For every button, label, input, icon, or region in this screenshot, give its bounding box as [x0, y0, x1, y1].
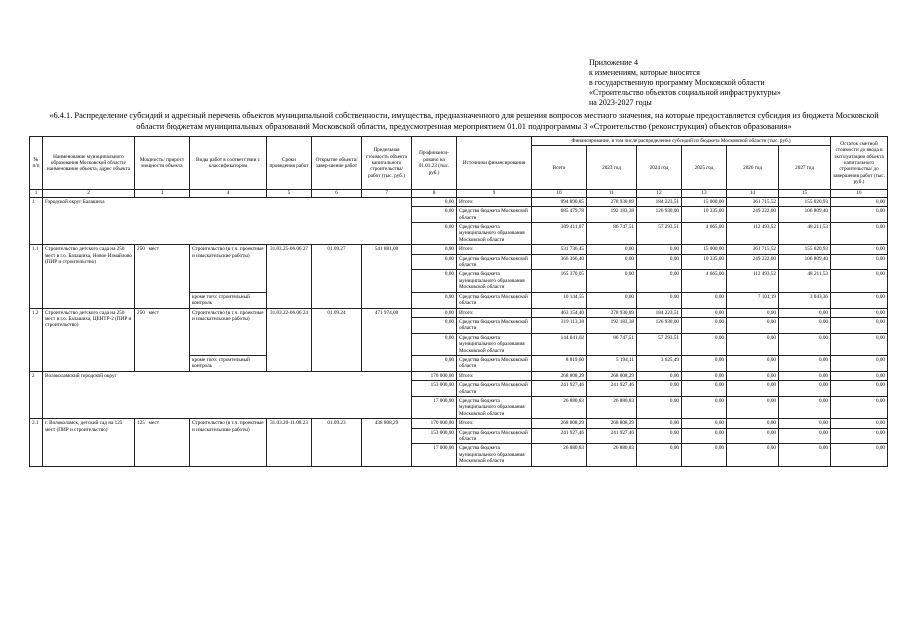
y2027-cell: 0,00 [779, 371, 831, 380]
y2027-cell: 0,00 [779, 428, 831, 444]
source-cell: Средства бюджета муниципального образования Московской области [457, 396, 532, 418]
y2027-cell: 0,00 [779, 355, 831, 371]
funded-cell: 0,00 [412, 292, 457, 308]
y2027-cell: 0,00 [779, 419, 831, 428]
source-cell: Средства бюджета Московской области [457, 254, 532, 270]
y2023-cell: 5 194,11 [587, 355, 637, 371]
y2026-cell: 0,00 [727, 428, 779, 444]
column-number: 8 [412, 190, 457, 197]
y2023-cell: 192 183,38 [587, 207, 637, 223]
column-number: 10 [532, 190, 587, 197]
header-financing: Финансирование, в том числе распределение субсидий из бюджета Московской области (тыс. руб.) [532, 137, 831, 146]
column-number: 3 [135, 190, 190, 197]
table-row [30, 419, 888, 428]
y2025-cell: 0,00 [682, 419, 727, 428]
total-cell: 144 041,02 [532, 333, 587, 355]
y2024-cell: 0,00 [637, 444, 682, 466]
y2027-cell: 48 211,53 [779, 223, 831, 245]
work-type: Строительство (в т.ч. проектные и изыскательские работы) [190, 419, 267, 466]
y2024-cell: 0,00 [637, 396, 682, 418]
y2024-cell: 0,00 [637, 254, 682, 270]
subsidy-table [29, 136, 888, 467]
y2027-cell: 0,00 [779, 396, 831, 418]
column-number: 1 [30, 190, 43, 197]
capacity-value: 250 [137, 309, 145, 316]
funded-cell: 0,00 [412, 270, 457, 292]
table-row [30, 371, 888, 380]
column-number: 4 [190, 190, 267, 197]
y2023-cell: 192 183,38 [587, 317, 637, 333]
work-type: Строительство (в т.ч. проектные и изыскательские работы) [190, 308, 267, 355]
cost-cell: 438 808,29 [362, 419, 412, 466]
y2023-cell: 26 880,83 [587, 396, 637, 418]
total-cell: 463 154,40 [532, 308, 587, 317]
y2025-cell: 10 335,00 [682, 254, 727, 270]
column-number: 7 [362, 190, 412, 197]
funded-cell: 0,00 [412, 223, 457, 245]
header-funded: Профинанси-ровано на 01.01.23 (тыс. руб.) [412, 137, 457, 190]
y2025-cell: 4 665,00 [682, 223, 727, 245]
remainder-cell: 0,00 [831, 308, 888, 317]
y2026-cell: 0,00 [727, 396, 779, 418]
source-cell: Средства бюджета муниципального образования Московской области [457, 270, 532, 292]
y2027-cell: 106 809,40 [779, 254, 831, 270]
y2024-cell: 57 293,51 [637, 223, 682, 245]
y2023-cell: 86 747,51 [587, 223, 637, 245]
funded-cell: 153 000,00 [412, 428, 457, 444]
work-type: Строительство (в т.ч. проектные и изыскательские работы) [190, 245, 267, 292]
funded-cell: 0,00 [412, 317, 457, 333]
source-cell: Итого: [457, 245, 532, 254]
y2026-cell: 249 222,00 [727, 254, 779, 270]
funded-cell: 170 000,00 [412, 419, 457, 428]
y2026-cell: 0,00 [727, 419, 779, 428]
y2025-cell: 0,00 [682, 396, 727, 418]
y2025-cell: 0,00 [682, 371, 727, 380]
y2025-cell: 0,00 [682, 381, 727, 397]
total-cell: 8 819,60 [532, 355, 587, 371]
capacity-cell [135, 419, 190, 466]
source-cell: Итого: [457, 371, 532, 380]
source-cell: Итого: [457, 308, 532, 317]
section-heading: «6.4.1. Распределение субсидий и адресный перечень объектов муниципальной собственности, имущества, предназначенного для решения вопросов местного значения, на которые предоставляется субсидия из бюджета Московской области бюджетам муниципальных образований Московской области, предусмотренная мероприятием 01.01 подпрограммы 3 «Строительство (реконструкция) объектов образования» [49, 111, 879, 131]
funded-cell: 17 000,00 [412, 444, 457, 466]
y2025-cell: 0,00 [682, 333, 727, 355]
remainder-cell: 0,00 [831, 270, 888, 292]
row-num: 1.2 [30, 308, 43, 371]
header-total: Всего [532, 146, 587, 190]
total-cell: 366 366,40 [532, 254, 587, 270]
cost-cell: 471 974,00 [362, 308, 412, 371]
y2023-cell: 86 747,51 [587, 333, 637, 355]
object-name: Строительство детского сада на 250 мест в г.о. Балашиха, ЦЕНТР-2 (ПИР и строительство) [43, 308, 135, 371]
capacity-unit: мест [148, 420, 159, 427]
column-number: 13 [682, 190, 727, 197]
column-number: 14 [727, 190, 779, 197]
y2024-cell: 126 930,00 [637, 317, 682, 333]
column-number: 15 [779, 190, 831, 197]
y2023-cell: 268 808,29 [587, 371, 637, 380]
column-number: 5 [267, 190, 312, 197]
capacity-value: 125 [137, 420, 145, 427]
y2027-cell: 0,00 [779, 308, 831, 317]
funded-cell: 0,00 [412, 245, 457, 254]
y2027-cell: 0,00 [779, 381, 831, 397]
column-number: 6 [312, 190, 362, 197]
opening-cell: 01.09.23 [312, 419, 362, 466]
remainder-cell: 0,00 [831, 371, 888, 380]
y2025-cell: 4 665,00 [682, 270, 727, 292]
y2025-cell: 0,00 [682, 444, 727, 466]
header-work: Виды работ в соответствии с классификатором [190, 137, 267, 190]
capacity-unit: мест [148, 309, 159, 316]
y2026-cell: 112 493,52 [727, 270, 779, 292]
remainder-cell: 0,00 [831, 207, 888, 223]
terms-cell: 31.03.25-06.06.27 [267, 245, 312, 308]
object-name: Строительство детского сада на 250 мест в г.о. Балашиха, Новое Измайлово (ПИР и строительство) [43, 245, 135, 308]
column-number-row [30, 190, 888, 197]
remainder-cell: 0,00 [831, 355, 888, 371]
total-cell: 241 927,46 [532, 381, 587, 397]
y2025-cell: 0,00 [682, 317, 727, 333]
table-row [30, 245, 888, 254]
y2025-cell: 0,00 [682, 308, 727, 317]
y2025-cell: 10 335,00 [682, 207, 727, 223]
municipality-name: Городской округ Балашиха [43, 197, 412, 244]
y2026-cell: 0,00 [727, 371, 779, 380]
remainder-cell: 0,00 [831, 333, 888, 355]
opening-cell: 01.09.24 [312, 308, 362, 371]
total-cell: 994 890,85 [532, 197, 587, 206]
terms-cell: 31.03.20-11.08.23 [267, 419, 312, 466]
y2026-cell: 0,00 [727, 355, 779, 371]
remainder-cell: 0,00 [831, 254, 888, 270]
funded-cell: 0,00 [412, 308, 457, 317]
y2025-cell: 0,00 [682, 355, 727, 371]
column-number: 9 [457, 190, 532, 197]
y2027-cell: 0,00 [779, 333, 831, 355]
remainder-cell: 0,00 [831, 419, 888, 428]
funded-cell: 153 000,00 [412, 381, 457, 397]
header-2024: 2024 год [637, 146, 682, 190]
y2026-cell: 361 715,52 [727, 245, 779, 254]
y2026-cell: 249 222,00 [727, 207, 779, 223]
source-cell: Средства бюджета Московской области [457, 428, 532, 444]
funded-cell: 0,00 [412, 254, 457, 270]
source-cell: Средства бюджета Московской области [457, 292, 532, 308]
y2026-cell: 0,00 [727, 444, 779, 466]
y2027-cell: 0,00 [779, 444, 831, 466]
appendix-line: на 2023-2027 годы [589, 98, 652, 107]
y2026-cell: 7 101,19 [727, 292, 779, 308]
remainder-cell: 0,00 [831, 292, 888, 308]
y2025-cell: 0,00 [682, 292, 727, 308]
remainder-cell: 0,00 [831, 223, 888, 245]
total-cell: 268 808,29 [532, 371, 587, 380]
appendix-line: Приложение 4 [589, 58, 638, 67]
capacity-cell [135, 245, 190, 308]
y2025-cell: 15 000,00 [682, 197, 727, 206]
source-cell: Средства бюджета Московской области [457, 355, 532, 371]
header-2027: 2027 год [779, 146, 831, 190]
header-cost: Предельная стоимость объекта капитального строительства/ работ (тыс. руб.) [362, 137, 412, 190]
remainder-cell: 0,00 [831, 245, 888, 254]
appendix-line: «Строительство объектов социальной инфраструктуры» [589, 88, 781, 97]
y2023-cell: 0,00 [587, 292, 637, 308]
appendix-line: в государственную программу Московской области [589, 78, 765, 87]
y2027-cell: 0,00 [779, 317, 831, 333]
y2024-cell: 0,00 [637, 419, 682, 428]
y2027-cell: 155 020,93 [779, 197, 831, 206]
y2024-cell: 0,00 [637, 381, 682, 397]
column-number: 16 [831, 190, 888, 197]
source-cell: Средства бюджета муниципального образования Московской области [457, 333, 532, 355]
table-row [30, 308, 888, 317]
header-num: № п/п [30, 137, 43, 190]
y2027-cell: 48 211,53 [779, 270, 831, 292]
source-cell: Средства бюджета муниципального образования Московской области [457, 223, 532, 245]
appendix-block [589, 58, 889, 108]
total-cell: 309 411,07 [532, 223, 587, 245]
header-2023: 2023 год [587, 146, 637, 190]
control-work: кроме того: строительный контроль [190, 292, 267, 308]
y2027-cell: 106 809,40 [779, 207, 831, 223]
total-cell: 10 144,55 [532, 292, 587, 308]
funded-cell: 0,00 [412, 355, 457, 371]
total-cell: 165 370,05 [532, 270, 587, 292]
y2023-cell: 0,00 [587, 254, 637, 270]
funded-cell: 0,00 [412, 333, 457, 355]
y2024-cell: 57 293,51 [637, 333, 682, 355]
y2023-cell: 278 930,89 [587, 308, 637, 317]
source-cell: Итого: [457, 419, 532, 428]
funded-cell: 0,00 [412, 197, 457, 206]
source-cell: Итого: [457, 197, 532, 206]
header-terms: Сроки проведения работ [267, 137, 312, 190]
appendix-line: к изменениям, которые вносятся [589, 68, 700, 77]
y2027-cell: 3 043,36 [779, 292, 831, 308]
y2025-cell: 15 000,00 [682, 245, 727, 254]
header-2026: 2026 год [727, 146, 779, 190]
y2023-cell: 278 930,89 [587, 197, 637, 206]
remainder-cell: 0,00 [831, 428, 888, 444]
opening-cell: 01.09.27 [312, 245, 362, 308]
y2023-cell: 0,00 [587, 270, 637, 292]
y2026-cell: 0,00 [727, 333, 779, 355]
y2024-cell: 0,00 [637, 371, 682, 380]
remainder-cell: 0,00 [831, 396, 888, 418]
y2024-cell: 0,00 [637, 428, 682, 444]
y2024-cell: 0,00 [637, 245, 682, 254]
funded-cell: 0,00 [412, 207, 457, 223]
total-cell: 241 927,46 [532, 428, 587, 444]
y2023-cell: 241 927,46 [587, 428, 637, 444]
remainder-cell: 0,00 [831, 381, 888, 397]
y2026-cell: 0,00 [727, 317, 779, 333]
source-cell: Средства бюджета муниципального образования Московской области [457, 444, 532, 466]
row-num: 1 [30, 197, 43, 244]
row-num: 1.1 [30, 245, 43, 308]
y2024-cell: 3 625,49 [637, 355, 682, 371]
header-opening: Открытие объекта/завер-шение работ [312, 137, 362, 190]
y2026-cell: 112 493,52 [727, 223, 779, 245]
municipality-name: Волоколамский городской округ [43, 371, 412, 418]
column-number: 12 [637, 190, 682, 197]
y2026-cell: 0,00 [727, 308, 779, 317]
y2025-cell: 0,00 [682, 428, 727, 444]
y2024-cell: 184 223,51 [637, 308, 682, 317]
total-cell: 26 880,83 [532, 396, 587, 418]
object-name: г. Волоколамск, детский сад на 125 мест (ПИР и строительство) [43, 419, 135, 466]
source-cell: Средства бюджета Московской области [457, 381, 532, 397]
funded-cell: 17 000,00 [412, 396, 457, 418]
source-cell: Средства бюджета Московской области [457, 207, 532, 223]
total-cell: 268 808,29 [532, 419, 587, 428]
column-number: 2 [43, 190, 135, 197]
row-num: 2.1 [30, 419, 43, 466]
column-number: 11 [587, 190, 637, 197]
y2024-cell: 0,00 [637, 270, 682, 292]
header-sources: Источники финансирования [457, 137, 532, 190]
remainder-cell: 0,00 [831, 444, 888, 466]
header-name: Наименование муниципального образования Московской области/ наименование объекта, адрес объекта [43, 137, 135, 190]
total-cell: 319 113,38 [532, 317, 587, 333]
y2024-cell: 126 930,00 [637, 207, 682, 223]
y2026-cell: 361 715,52 [727, 197, 779, 206]
capacity-unit: мест [148, 246, 159, 253]
total-cell: 685 479,78 [532, 207, 587, 223]
total-cell: 531 736,45 [532, 245, 587, 254]
y2026-cell: 0,00 [727, 381, 779, 397]
capacity-cell [135, 308, 190, 371]
y2023-cell: 268 808,29 [587, 419, 637, 428]
cost-cell: 541 881,00 [362, 245, 412, 308]
funded-cell: 170 000,00 [412, 371, 457, 380]
source-cell: Средства бюджета Московской области [457, 317, 532, 333]
y2023-cell: 26 880,83 [587, 444, 637, 466]
row-num: 2 [30, 371, 43, 418]
y2023-cell: 0,00 [587, 245, 637, 254]
terms-cell: 31.03.22-06.06.24 [267, 308, 312, 371]
total-cell: 26 880,83 [532, 444, 587, 466]
y2024-cell: 184 223,51 [637, 197, 682, 206]
control-work: кроме того: строительный контроль [190, 355, 267, 371]
header-2025: 2025 год [682, 146, 727, 190]
y2023-cell: 241 927,46 [587, 381, 637, 397]
capacity-value: 250 [137, 246, 145, 253]
y2027-cell: 155 020,93 [779, 245, 831, 254]
y2024-cell: 0,00 [637, 292, 682, 308]
header-capacity: Мощность/ прирост мощности объекта [135, 137, 190, 190]
table-row [30, 197, 888, 206]
header-remainder: Остаток сметной стоимости до ввода в эксплуатацию объекта капитального строительства/ до завершения работ (тыс. руб.) [831, 137, 888, 190]
remainder-cell: 0,00 [831, 317, 888, 333]
remainder-cell: 0,00 [831, 197, 888, 206]
